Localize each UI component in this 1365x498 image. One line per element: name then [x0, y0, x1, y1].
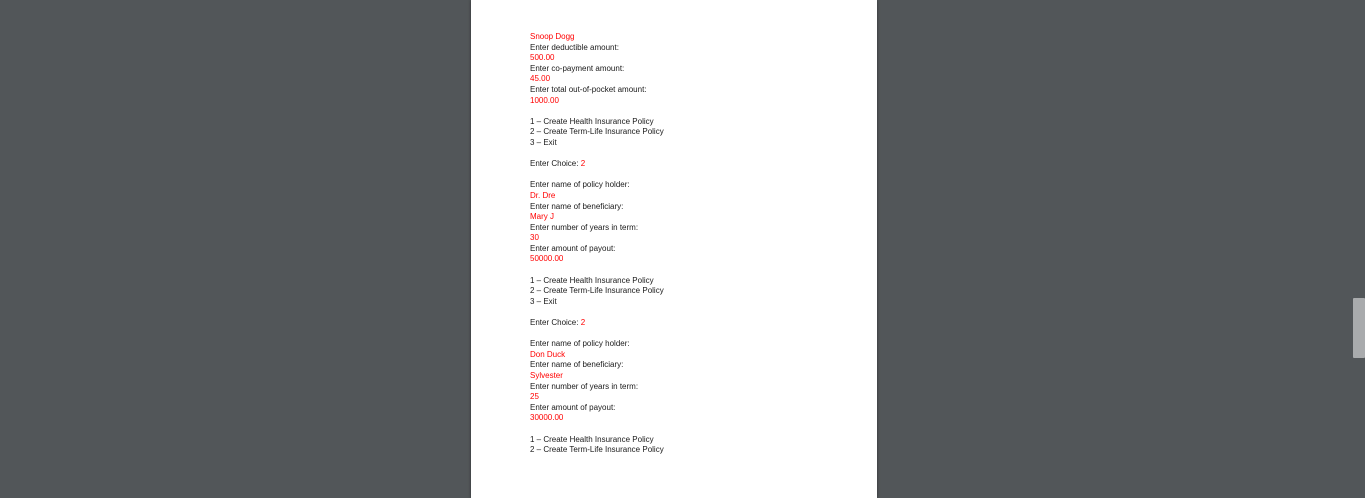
blank-line: [530, 265, 860, 276]
prompt-line: Enter name of beneficiary:: [530, 360, 624, 370]
user-input-line: Don Duck: [530, 349, 566, 359]
prompt-line: Enter amount of payout:: [530, 243, 616, 253]
prompt-line: Enter name of policy holder:: [530, 180, 630, 190]
prompt-line: Enter co-payment amount:: [530, 63, 625, 73]
prompt-line: 1 – Create Health Insurance Policy: [530, 275, 654, 285]
blank-line: [530, 329, 860, 340]
user-input-line: Snoop Dogg: [530, 32, 575, 41]
prompt-line: Enter amount of payout:: [530, 402, 616, 412]
document-page: [471, 0, 877, 498]
user-input-line: 25: [530, 392, 539, 402]
user-input-line: Dr. Dre: [530, 190, 556, 200]
blank-line: [530, 149, 860, 160]
prompt-line: Enter number of years in term:: [530, 381, 639, 391]
prompt-line: Enter name of beneficiary:: [530, 201, 624, 211]
blank-line: [530, 106, 860, 117]
user-input-line: Sylvester: [530, 371, 563, 380]
prompt-line: 2 – Create Term-Life Insurance Policy: [530, 286, 664, 296]
prompt-line: 1 – Create Health Insurance Policy: [530, 434, 654, 444]
blank-line: [530, 170, 860, 181]
user-input-line: 30: [530, 233, 539, 243]
choice-line: [530, 318, 860, 329]
user-input-line: 1000.00: [530, 95, 559, 105]
prompt-line: Enter number of years in term:: [530, 222, 639, 232]
user-input-line: 50000.00: [530, 254, 564, 264]
prompt-line: 3 – Exit: [530, 137, 557, 147]
scrollbar-thumb[interactable]: [1353, 298, 1365, 358]
user-input-line: 45.00: [530, 74, 551, 84]
choice-prompt: Enter Choice:: [530, 318, 581, 328]
user-input-line: Mary J: [530, 212, 554, 222]
vertical-scrollbar[interactable]: [1350, 0, 1365, 498]
blank-line: [530, 307, 860, 318]
prompt-line: 2 – Create Term-Life Insurance Policy: [530, 127, 664, 137]
choice-prompt: Enter Choice:: [530, 159, 581, 169]
console-transcript: [530, 32, 860, 456]
prompt-line: 1 – Create Health Insurance Policy: [530, 116, 654, 126]
user-input-line: 500.00: [530, 53, 555, 63]
choice-value: 2: [580, 159, 586, 169]
prompt-line: 2 – Create Term-Life Insurance Policy: [530, 445, 664, 455]
blank-line: [530, 424, 860, 435]
choice-value: 2: [580, 318, 586, 328]
prompt-line: Enter deductible amount:: [530, 42, 619, 52]
user-input-line: 30000.00: [530, 413, 564, 423]
prompt-line: 3 – Exit: [530, 296, 557, 306]
choice-line: [530, 159, 860, 170]
prompt-line: Enter name of policy holder:: [530, 339, 630, 349]
prompt-line: Enter total out-of-pocket amount:: [530, 84, 647, 94]
